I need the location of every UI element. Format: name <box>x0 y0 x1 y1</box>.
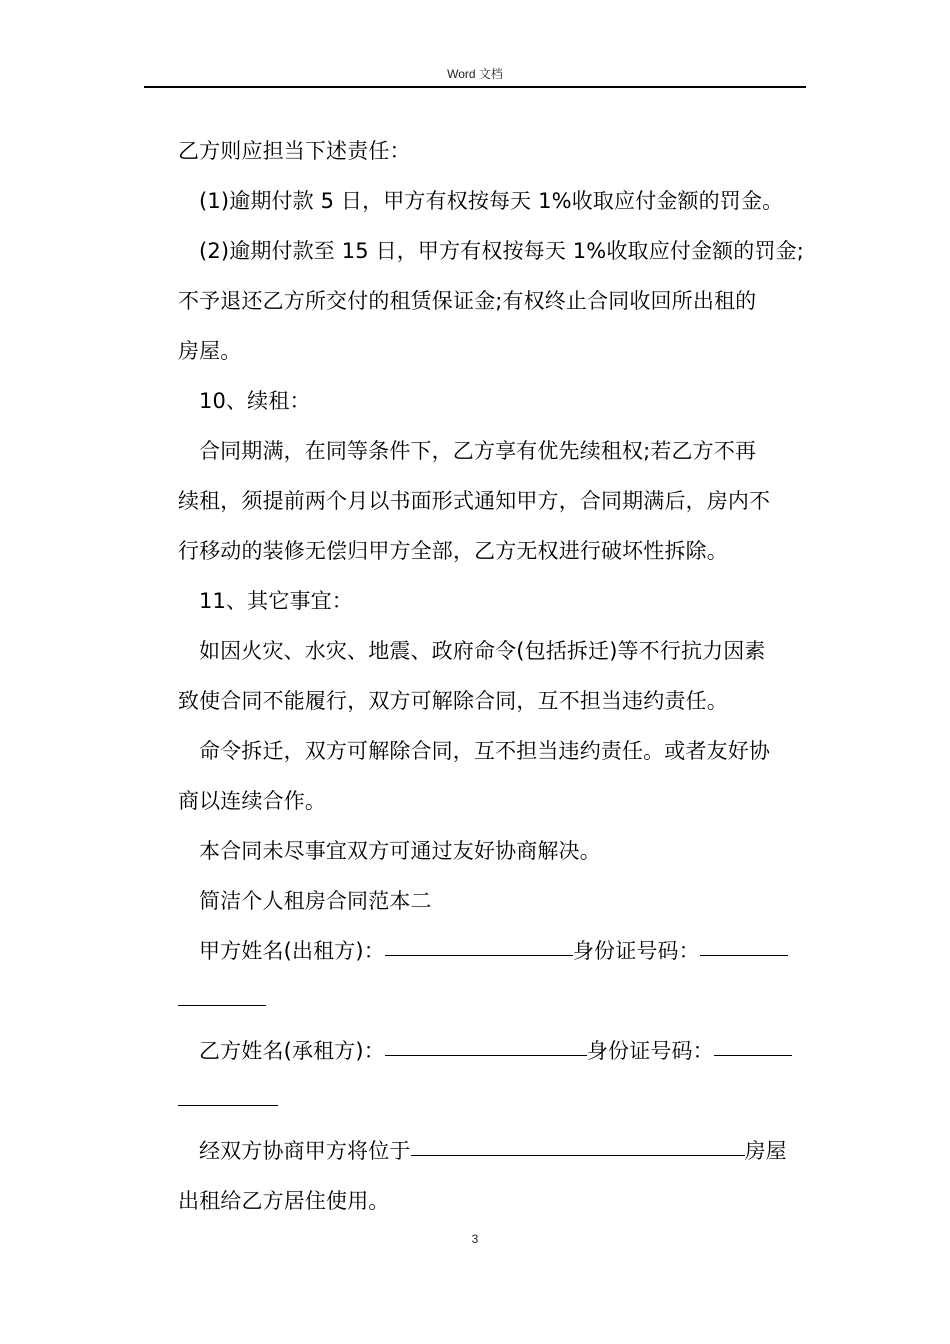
paragraph-line: 命令拆迁，双方可解除合同，互不担当违约责任。或者友好协 <box>199 739 771 763</box>
paragraph-line: 行移动的装修无偿归甲方全部，乙方无权进行破坏性拆除。 <box>178 539 728 563</box>
paragraph-line: 不予退还乙方所交付的租赁保证金;有权终止合同收回所出租的 <box>178 289 757 313</box>
party-a-row <box>178 926 806 976</box>
party-b-id-label: 身份证号码： <box>586 1039 714 1063</box>
party-a-id-label: 身份证号码： <box>572 939 700 963</box>
paragraph-line: 房屋。 <box>178 339 242 363</box>
section-heading: 10、续租： <box>199 389 311 413</box>
paragraph-line: 商以连续合作。 <box>178 789 327 813</box>
header-divider <box>144 86 806 88</box>
party-b-id-blank-cont <box>178 1075 278 1106</box>
page-header-title: Word 文档 <box>447 67 503 81</box>
party-a-id-blank <box>700 925 788 956</box>
party-b-id-continuation <box>178 1076 806 1126</box>
party-a-name-blank <box>385 925 573 956</box>
party-b-label: 乙方姓名(承租方)： <box>199 1039 385 1063</box>
contract-subtitle: 简洁个人租房合同范本二 <box>199 889 432 913</box>
paragraph-line: (2)逾期付款至 15 日，甲方有权按每天 1%收取应付金额的罚金; <box>199 239 804 263</box>
paragraph-line: 出租给乙方居住使用。 <box>178 1189 390 1213</box>
paragraph-line: (1)逾期付款 5 日，甲方有权按每天 1%收取应付金额的罚金。 <box>199 189 784 213</box>
location-prefix: 经双方协商甲方将位于 <box>199 1139 411 1163</box>
location-blank <box>411 1125 745 1156</box>
paragraph-line: 如因火灾、水灾、地震、政府命令(包括拆迁)等不行抗力因素 <box>199 639 766 663</box>
page-number: 3 <box>471 1232 479 1246</box>
party-b-row <box>178 1026 806 1076</box>
paragraph-line: 本合同未尽事宜双方可通过友好协商解决。 <box>199 839 601 863</box>
document-body <box>178 126 806 1226</box>
party-a-label: 甲方姓名(出租方)： <box>199 939 385 963</box>
location-suffix: 房屋 <box>744 1139 787 1163</box>
party-b-id-blank <box>714 1025 792 1056</box>
paragraph-line: 致使合同不能履行，双方可解除合同，互不担当违约责任。 <box>178 689 728 713</box>
party-a-id-blank-cont <box>178 975 266 1006</box>
paragraph-line: 合同期满，在同等条件下，乙方享有优先续租权;若乙方不再 <box>199 439 757 463</box>
party-a-id-continuation <box>178 976 806 1026</box>
section-heading: 11、其它事宜： <box>199 589 353 613</box>
location-row <box>178 1126 806 1176</box>
paragraph-line: 续租，须提前两个月以书面形式通知甲方，合同期满后，房内不 <box>178 489 771 513</box>
paragraph-line: 乙方则应担当下述责任： <box>178 139 411 163</box>
party-b-name-blank <box>385 1025 587 1056</box>
